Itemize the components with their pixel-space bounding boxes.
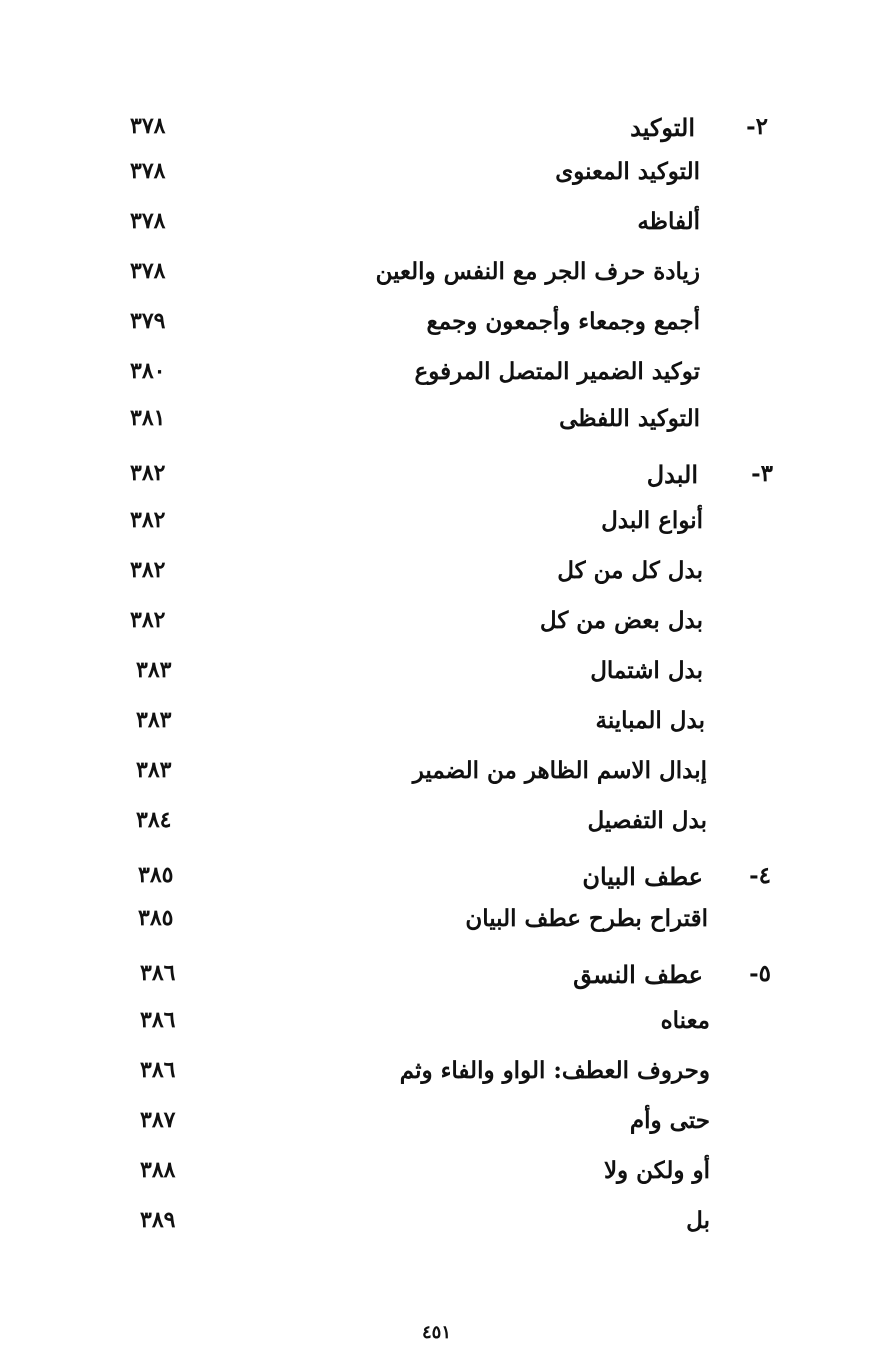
section-number: ٣- [751,460,773,487]
toc-entry [0,507,873,547]
page-ref: ٣٨٥ [138,905,174,931]
entry-title: التوكيد المعنوى [555,158,700,185]
toc-entry [0,1107,873,1147]
toc-entry-tawkid [0,113,873,153]
toc-entry [0,1207,873,1247]
page-ref: ٣٨٢ [130,607,166,633]
section-title: التوكيد [630,113,695,142]
entry-title: التوكيد اللفظى [559,405,700,432]
entry-title: ألفاظه [637,208,700,235]
page-ref: ٣٨٩ [140,1207,176,1233]
entry-title: بدل بعض من كل [539,607,703,634]
entry-title: بدل التفصيل [587,807,707,834]
page-ref: ٣٨٢ [130,507,166,533]
page-ref: ٣٧٨ [130,158,166,184]
toc-entry [0,405,873,445]
entry-title: إبدال الاسم الظاهر من الضمير [412,757,707,784]
page-ref: ٣٨١ [130,405,166,431]
toc-entry [0,657,873,697]
toc-entry [0,308,873,348]
page-ref: ٣٨٢ [130,460,166,486]
section-number: ٥- [749,960,771,987]
page-ref: ٣٨٣ [136,657,172,683]
section-title: عطف النسق [573,960,703,989]
page-number: ٤٥١ [421,1322,451,1343]
toc-entry [0,757,873,797]
toc-entry [0,607,873,647]
page-ref: ٣٨٠ [130,358,166,384]
toc-entry-badal [0,460,873,500]
page-ref: ٣٧٩ [130,308,166,334]
toc-entry [0,158,873,198]
page-ref: ٣٨٤ [136,807,172,833]
page-ref: ٣٨٦ [140,960,176,986]
entry-title: معناه [660,1007,710,1034]
page-ref: ٣٧٨ [130,113,166,139]
toc-entry [0,905,873,945]
toc-entry [0,1007,873,1047]
entry-title: اقتراح بطرح عطف البيان [465,905,708,932]
section-number: ٤- [749,862,771,889]
toc-entry [0,1157,873,1197]
entry-title: بدل المباينة [595,707,705,734]
page-ref: ٣٨٣ [136,707,172,733]
page-ref: ٣٨٢ [130,557,166,583]
page-ref: ٣٨٣ [136,757,172,783]
entry-title: بدل اشتمال [590,657,703,684]
toc-entry-atf-nasaq [0,960,873,1000]
toc-entry-atf-bayan [0,862,873,902]
toc-entry [0,807,873,847]
entry-title: بل [686,1207,710,1234]
page-ref: ٣٧٨ [130,208,166,234]
entry-title: أنواع البدل [601,507,703,534]
page-ref: ٣٧٨ [130,258,166,284]
section-title: البدل [646,460,698,489]
entry-title: زيادة حرف الجر مع النفس والعين [375,258,700,285]
toc-entry [0,358,873,398]
toc-entry [0,557,873,597]
toc-entry [0,208,873,248]
entry-title: بدل كل من كل [557,557,703,584]
entry-title: توكيد الضمير المتصل المرفوع [414,358,700,385]
page-ref: ٣٨٧ [140,1107,176,1133]
page-ref: ٣٨٥ [138,862,174,888]
entry-title: أجمع وجمعاء وأجمعون وجمع [426,308,700,335]
page-ref: ٣٨٦ [140,1007,176,1033]
toc-entry [0,258,873,298]
entry-title: حتى وأم [629,1107,710,1134]
page-ref: ٣٨٨ [140,1157,176,1183]
section-title: عطف البيان [582,862,703,891]
section-number: ٢- [746,113,768,140]
toc-entry [0,1057,873,1097]
toc-entry [0,707,873,747]
entry-title: وحروف العطف: الواو والفاء وثم [399,1057,710,1084]
page-ref: ٣٨٦ [140,1057,176,1083]
entry-title: أو ولكن ولا [603,1157,710,1184]
